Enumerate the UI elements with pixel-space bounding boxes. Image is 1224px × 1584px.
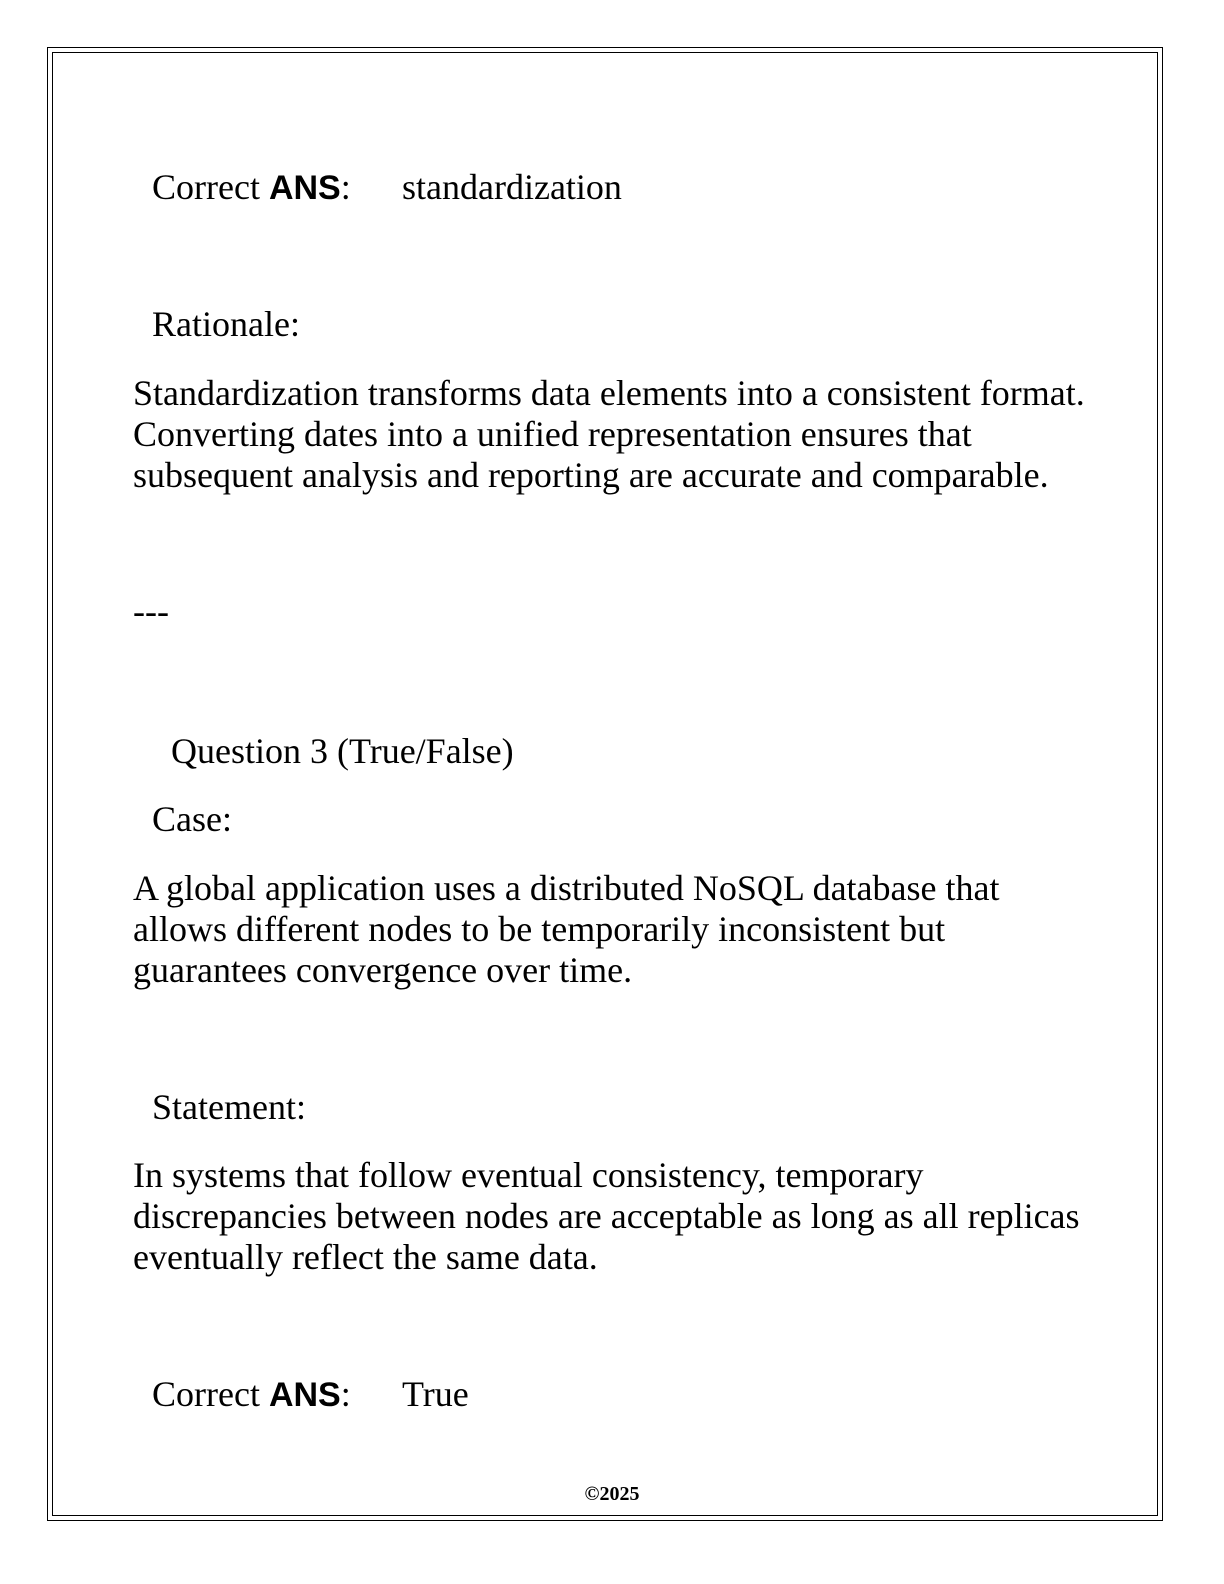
separator: --- xyxy=(133,591,169,631)
answer-1-value: standardization xyxy=(402,167,622,207)
page-border-inner xyxy=(52,52,1158,1516)
statement-heading: Statement: xyxy=(152,1087,306,1127)
ans-colon: : xyxy=(340,167,351,207)
answer-prefix: Correct xyxy=(152,167,269,207)
case-line: A global application uses a distributed NoSQL database that xyxy=(133,868,1000,908)
question-title: Question 3 (True/False) xyxy=(171,731,514,771)
statement-body xyxy=(133,1155,1113,1278)
ans-label: ANS xyxy=(268,1376,341,1414)
case-line: allows different nodes to be temporarily inconsistent but xyxy=(133,909,946,949)
case-line: guarantees convergence over time. xyxy=(133,950,633,990)
answer-prefix: Correct xyxy=(152,1374,269,1414)
ans-label: ANS xyxy=(268,169,341,207)
statement-line: eventually reflect the same data. xyxy=(133,1237,598,1277)
rationale-line: Converting dates into a unified representation ensures that xyxy=(133,414,972,454)
rationale-body xyxy=(133,373,1113,496)
rationale-line: Standardization transforms data elements into a consistent format. xyxy=(133,373,1085,413)
copyright-footer: ©2025 xyxy=(584,1483,640,1505)
rationale-line: subsequent analysis and reporting are accurate and comparable. xyxy=(133,455,1049,495)
answer-2-value: True xyxy=(402,1374,469,1414)
statement-line: In systems that follow eventual consistency, temporary xyxy=(133,1155,924,1195)
case-body xyxy=(133,868,1113,991)
answer-2-label xyxy=(152,1374,351,1416)
case-heading: Case: xyxy=(152,799,232,839)
page-border xyxy=(47,47,1163,1521)
statement-line: discrepancies between nodes are acceptable as long as all replicas xyxy=(133,1196,1080,1236)
rationale-heading: Rationale: xyxy=(152,304,300,344)
answer-1-label xyxy=(152,167,351,209)
ans-colon: : xyxy=(340,1374,351,1414)
